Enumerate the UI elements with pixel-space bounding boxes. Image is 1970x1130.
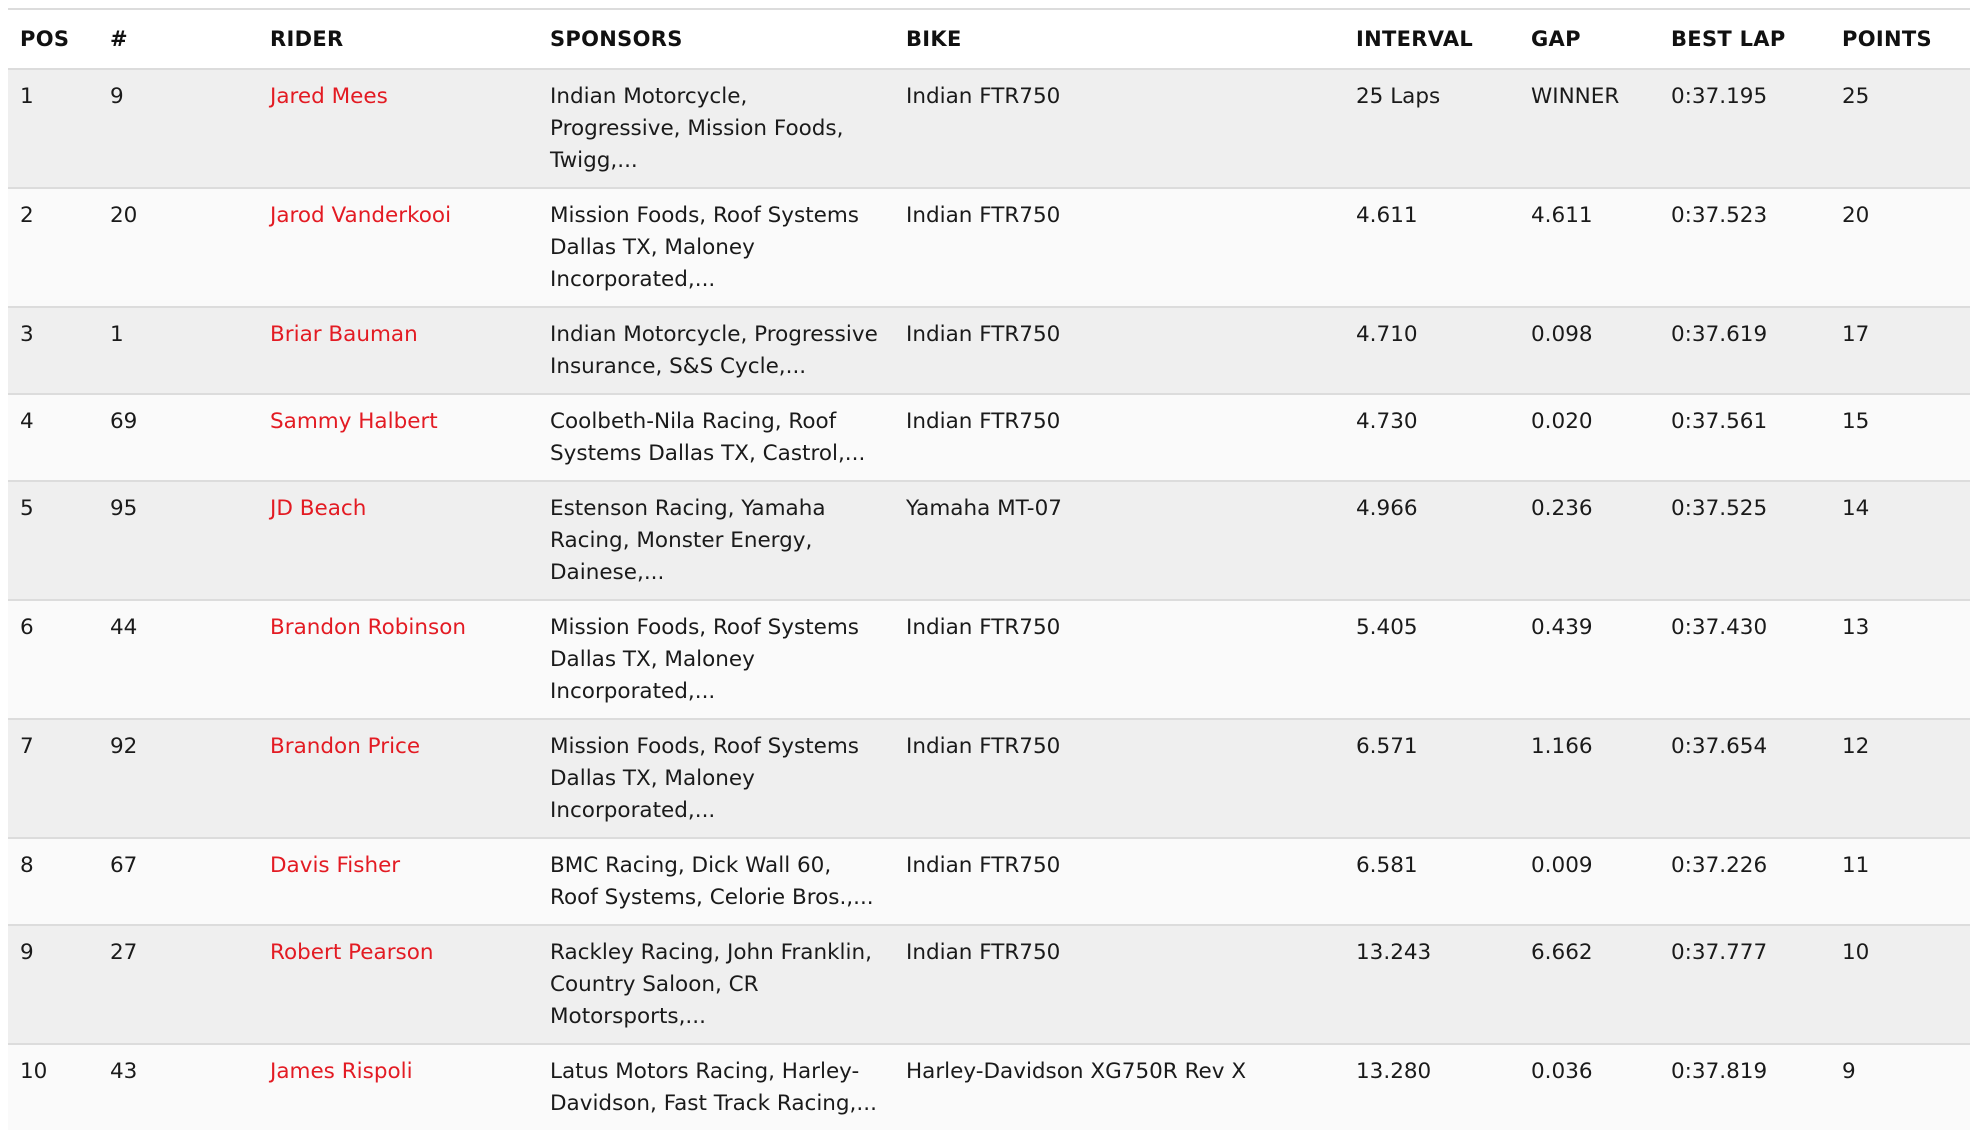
cell-interval: 13.243 [1356, 940, 1432, 965]
table-row [8, 838, 1970, 925]
header-pos: POS [20, 27, 70, 51]
header-rider: RIDER [270, 27, 344, 51]
cell-best-lap: 0:37.619 [1671, 322, 1768, 347]
table-header [8, 9, 1970, 69]
cell-number: 67 [110, 853, 138, 878]
cell-interval: 4.730 [1356, 409, 1418, 434]
cell-bike: Indian FTR750 [906, 734, 1061, 759]
rider-link[interactable]: James Rispoli [270, 1059, 413, 1084]
cell-gap: 0.020 [1531, 409, 1593, 434]
cell-rider [258, 481, 538, 600]
cell-number: 20 [110, 203, 138, 228]
cell-interval: 5.405 [1356, 615, 1418, 640]
cell-interval: 13.280 [1356, 1059, 1432, 1084]
table-row [8, 188, 1970, 307]
header-number: # [110, 27, 128, 51]
cell-bike: Indian FTR750 [906, 940, 1061, 965]
cell-rider [258, 600, 538, 719]
table-row [8, 394, 1970, 481]
rider-link[interactable]: Brandon Price [270, 734, 421, 759]
cell-gap: 4.611 [1531, 203, 1593, 228]
cell-rider [258, 838, 538, 925]
cell-number: 1 [110, 322, 124, 347]
header-points: POINTS [1842, 27, 1932, 51]
rider-link[interactable]: Davis Fisher [270, 853, 401, 878]
header-bike: BIKE [906, 27, 962, 51]
cell-points: 11 [1842, 853, 1870, 878]
cell-interval: 4.966 [1356, 496, 1418, 521]
rider-link[interactable]: Robert Pearson [270, 940, 434, 965]
cell-gap: 0.009 [1531, 853, 1593, 878]
cell-gap: 1.166 [1531, 734, 1593, 759]
table-row [8, 719, 1970, 838]
header-gap: GAP [1531, 27, 1581, 51]
cell-best-lap: 0:37.561 [1671, 409, 1768, 434]
cell-points: 13 [1842, 615, 1870, 640]
cell-pos: 9 [20, 940, 34, 965]
cell-pos: 1 [20, 84, 34, 109]
cell-sponsors: BMC Racing, Dick Wall 60, Roof Systems, Celorie Bros.,... [550, 853, 874, 910]
cell-best-lap: 0:37.226 [1671, 853, 1768, 878]
cell-bike: Yamaha MT-07 [906, 496, 1062, 521]
cell-bike: Indian FTR750 [906, 203, 1061, 228]
cell-sponsors: Indian Motorcycle, Progressive Insurance, S&S Cycle,... [550, 322, 878, 379]
cell-pos: 3 [20, 322, 34, 347]
cell-points: 17 [1842, 322, 1870, 347]
cell-rider [258, 188, 538, 307]
rider-link[interactable]: Brandon Robinson [270, 615, 467, 640]
header-sponsors: SPONSORS [550, 27, 683, 51]
cell-interval: 4.710 [1356, 322, 1418, 347]
cell-best-lap: 0:37.525 [1671, 496, 1768, 521]
cell-number: 95 [110, 496, 138, 521]
header-row [8, 9, 1970, 69]
cell-gap: 0.439 [1531, 615, 1593, 640]
cell-number: 92 [110, 734, 138, 759]
table-row [8, 600, 1970, 719]
cell-sponsors: Mission Foods, Roof Systems Dallas TX, Maloney Incorporated,... [550, 203, 859, 292]
cell-rider [258, 69, 538, 188]
rider-link[interactable]: JD Beach [270, 496, 367, 521]
cell-pos: 7 [20, 734, 34, 759]
cell-best-lap: 0:37.654 [1671, 734, 1768, 759]
cell-number: 69 [110, 409, 138, 434]
cell-interval: 25 Laps [1356, 84, 1441, 109]
cell-interval: 6.571 [1356, 734, 1418, 759]
cell-sponsors: Latus Motors Racing, Harley-Davidson, Fast Track Racing,... [550, 1059, 877, 1116]
table-row [8, 481, 1970, 600]
cell-pos: 8 [20, 853, 34, 878]
cell-gap: 6.662 [1531, 940, 1593, 965]
cell-gap: WINNER [1531, 84, 1620, 109]
cell-pos: 10 [20, 1059, 48, 1084]
cell-gap: 0.036 [1531, 1059, 1593, 1084]
cell-sponsors: Estenson Racing, Yamaha Racing, Monster Energy, Dainese,... [550, 496, 826, 585]
cell-points: 15 [1842, 409, 1870, 434]
cell-best-lap: 0:37.777 [1671, 940, 1768, 965]
cell-best-lap: 0:37.523 [1671, 203, 1768, 228]
table-row [8, 1044, 1970, 1130]
results-table-container [8, 8, 1932, 1130]
table-body [8, 69, 1970, 1130]
cell-best-lap: 0:37.430 [1671, 615, 1768, 640]
table-row [8, 925, 1970, 1044]
cell-rider [258, 925, 538, 1044]
cell-number: 43 [110, 1059, 138, 1084]
cell-bike: Harley-Davidson XG750R Rev X [906, 1059, 1247, 1084]
cell-points: 14 [1842, 496, 1870, 521]
cell-sponsors: Mission Foods, Roof Systems Dallas TX, Maloney Incorporated,... [550, 734, 859, 823]
cell-points: 12 [1842, 734, 1870, 759]
race-results-table [8, 8, 1970, 1130]
cell-pos: 4 [20, 409, 34, 434]
cell-bike: Indian FTR750 [906, 853, 1061, 878]
cell-points: 25 [1842, 84, 1870, 109]
cell-gap: 0.236 [1531, 496, 1593, 521]
rider-link[interactable]: Jared Mees [270, 84, 388, 109]
header-interval: INTERVAL [1356, 27, 1474, 51]
rider-link[interactable]: Jarod Vanderkooi [270, 203, 452, 228]
cell-sponsors: Rackley Racing, John Franklin, Country Saloon, CR Motorsports,... [550, 940, 872, 1029]
cell-interval: 4.611 [1356, 203, 1418, 228]
cell-number: 27 [110, 940, 138, 965]
cell-number: 9 [110, 84, 124, 109]
cell-rider [258, 307, 538, 394]
cell-points: 9 [1842, 1059, 1856, 1084]
cell-pos: 6 [20, 615, 34, 640]
cell-best-lap: 0:37.195 [1671, 84, 1768, 109]
header-best-lap: BEST LAP [1671, 27, 1786, 51]
cell-points: 10 [1842, 940, 1870, 965]
cell-bike: Indian FTR750 [906, 322, 1061, 347]
cell-bike: Indian FTR750 [906, 84, 1061, 109]
cell-pos: 2 [20, 203, 34, 228]
cell-points: 20 [1842, 203, 1870, 228]
cell-number: 44 [110, 615, 138, 640]
cell-pos: 5 [20, 496, 34, 521]
cell-gap: 0.098 [1531, 322, 1593, 347]
cell-rider [258, 719, 538, 838]
cell-rider [258, 1044, 538, 1130]
cell-interval: 6.581 [1356, 853, 1418, 878]
rider-link[interactable]: Briar Bauman [270, 322, 418, 347]
table-row [8, 69, 1970, 188]
cell-bike: Indian FTR750 [906, 615, 1061, 640]
cell-rider [258, 394, 538, 481]
cell-bike: Indian FTR750 [906, 409, 1061, 434]
cell-sponsors: Mission Foods, Roof Systems Dallas TX, Maloney Incorporated,... [550, 615, 859, 704]
cell-sponsors: Indian Motorcycle, Progressive, Mission Foods, Twigg,... [550, 84, 844, 173]
table-row [8, 307, 1970, 394]
cell-best-lap: 0:37.819 [1671, 1059, 1768, 1084]
cell-sponsors: Coolbeth-Nila Racing, Roof Systems Dallas TX, Castrol,... [550, 409, 866, 466]
rider-link[interactable]: Sammy Halbert [270, 409, 438, 434]
